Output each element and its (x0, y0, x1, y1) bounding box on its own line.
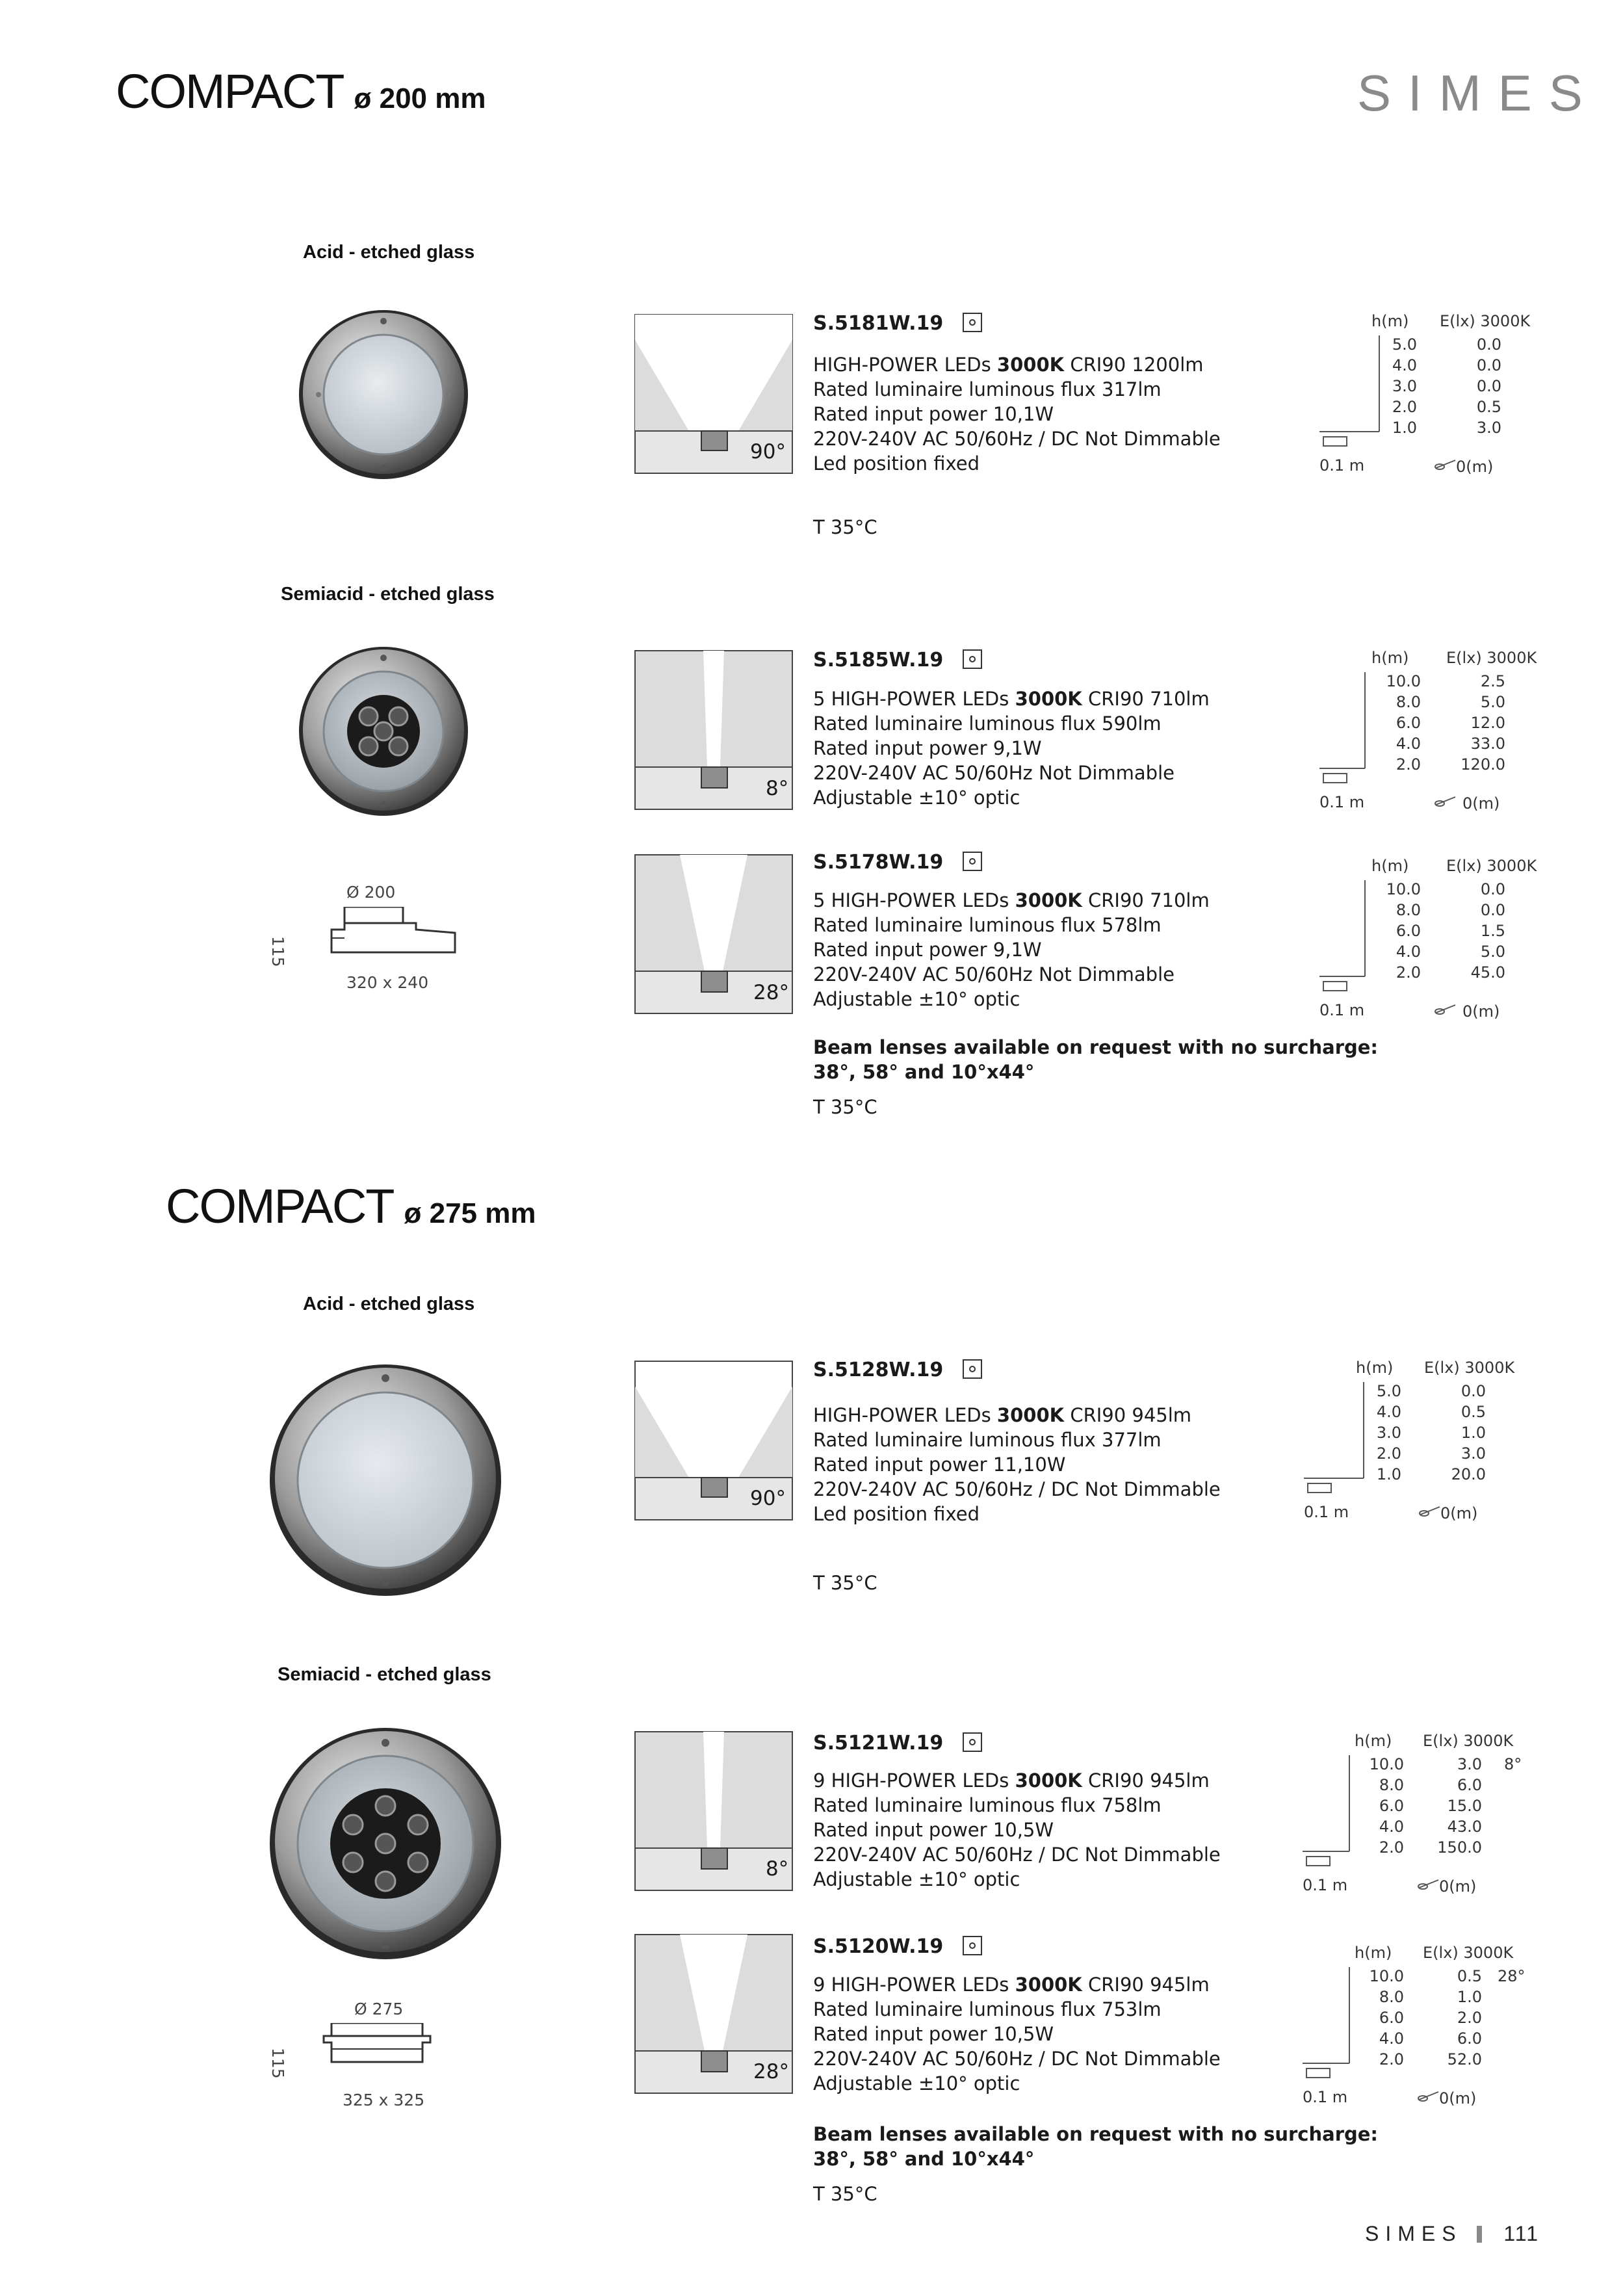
height-value: 2.0 (1379, 2050, 1404, 2068)
spec-flux: Rated luminaire luminous flux 758lm (813, 1794, 1162, 1816)
photometric-table-4 (1304, 1359, 1525, 1528)
spec-voltage: 220V-240V AC 50/60Hz / DC Not Dimmable (813, 1844, 1221, 1866)
photometric-header-e: E(lx) 3000K (1440, 312, 1531, 330)
height-value: 8.0 (1396, 901, 1421, 919)
dimension-diameter-200: Ø 200 (346, 883, 396, 902)
photometric-header-e: E(lx) 3000K (1424, 1359, 1515, 1377)
height-value: 1.0 (1376, 1465, 1401, 1483)
spec-flux: Rated luminaire luminous flux 377lm (813, 1429, 1162, 1451)
product-code-3 (813, 851, 982, 874)
page-number: 111 (1503, 2222, 1539, 2245)
product-code-text: S.5128W.19 (813, 1359, 944, 1381)
spec-optic: Adjustable ±10° optic (813, 1868, 1020, 1890)
ground-icon (1433, 1001, 1459, 1017)
illuminance-value: 0.0 (1461, 1382, 1486, 1400)
product-specs-3 (813, 888, 1210, 1011)
beam-lens-note-1 (813, 1035, 1378, 1084)
height-value: 5.0 (1392, 335, 1417, 354)
product-specs-6 (813, 1972, 1221, 2096)
illuminance-value: 120.0 (1461, 755, 1505, 774)
photometric-header-e: E(lx) 3000K (1446, 857, 1537, 875)
ground-icon (1418, 1503, 1444, 1519)
dimension-box-275: 325 x 325 (343, 2091, 425, 2109)
footer-brand: SIMES (1365, 2222, 1462, 2245)
height-value: 4.0 (1392, 356, 1417, 374)
dimension-drawing-200 (325, 907, 458, 972)
illuminance-value: 6.0 (1457, 2029, 1482, 2048)
illuminance-value: 0.0 (1480, 901, 1505, 919)
photometric-header-h: h(m) (1356, 1359, 1394, 1377)
photometric-table-5 (1303, 1732, 1543, 1901)
height-value: 10.0 (1386, 880, 1421, 898)
section-title-main: COMPACT (116, 64, 344, 118)
spec-voltage: 220V-240V AC 50/60Hz / DC Not Dimmable (813, 1478, 1221, 1500)
height-value: 6.0 (1379, 1797, 1404, 1815)
photometric-header-h: h(m) (1371, 857, 1409, 875)
illuminance-value: 1.0 (1461, 1424, 1486, 1442)
spec-voltage: 220V-240V AC 50/60Hz / DC Not Dimmable (813, 2048, 1221, 2070)
temperature-note-2: T 35°C (813, 1096, 877, 1118)
product-code-text: S.5121W.19 (813, 1732, 944, 1755)
product-code-6 (813, 1935, 982, 1958)
checkbox-icon (963, 1936, 982, 1955)
illuminance-value: 6.0 (1457, 1776, 1482, 1794)
beam-angle-label-5: 8° (766, 1857, 789, 1881)
spec-optic: Adjustable ±10° optic (813, 988, 1020, 1010)
photometric-table-3 (1319, 857, 1537, 1026)
ground-icon (1433, 793, 1459, 809)
beam-lens-note-line2: 38°, 58° and 10°x44° (813, 1061, 1035, 1083)
illuminance-value: 5.0 (1480, 943, 1505, 961)
distance-label: 0.1 m (1319, 793, 1365, 811)
illuminance-value: 0.0 (1480, 880, 1505, 898)
photometric-table-2 (1319, 649, 1537, 818)
section-title-200 (116, 64, 486, 119)
ground-icon (1433, 456, 1459, 472)
product-image-semiacid-200 (296, 644, 471, 819)
photometric-table-1 (1319, 312, 1534, 481)
spec-power: Rated input power 10,5W (813, 2023, 1054, 2045)
ground-icon (1416, 2088, 1442, 2104)
checkbox-icon (963, 649, 982, 669)
zero-label: 0(m) (1440, 1504, 1478, 1522)
spec-voltage: 220V-240V AC 50/60Hz Not Dimmable (813, 963, 1175, 985)
product-specs-1 (813, 352, 1221, 476)
photometric-header-e: E(lx) 3000K (1423, 1732, 1514, 1750)
spec-optic: Led position fixed (813, 1503, 980, 1525)
spec-flux: Rated luminaire luminous flux 753lm (813, 1998, 1162, 2020)
illuminance-value: 0.0 (1476, 356, 1501, 374)
spec-power: Rated input power 9,1W (813, 939, 1042, 961)
variant-label-acid: Acid - etched glass (303, 242, 475, 263)
footer (1365, 2222, 1539, 2246)
illuminance-value: 33.0 (1470, 735, 1505, 753)
photometric-header-e: E(lx) 3000K (1446, 649, 1537, 667)
illuminance-value: 0.0 (1476, 335, 1501, 354)
beam-angle-note: 28° (1498, 1967, 1526, 1985)
height-value: 8.0 (1379, 1776, 1404, 1794)
section-title-diameter: ø 275 mm (404, 1197, 536, 1229)
illuminance-value: 0.5 (1476, 398, 1501, 416)
illuminance-value: 1.0 (1457, 1988, 1482, 2006)
illuminance-value: 52.0 (1447, 2050, 1482, 2068)
illuminance-value: 3.0 (1476, 419, 1501, 437)
beam-lens-note-line1: Beam lenses available on request with no surcharge: (813, 1036, 1379, 1058)
photometric-header-h: h(m) (1371, 649, 1409, 667)
height-value: 2.0 (1379, 1838, 1404, 1857)
illuminance-value: 0.5 (1461, 1403, 1486, 1421)
illuminance-value: 45.0 (1470, 963, 1505, 982)
checkbox-icon (963, 1359, 982, 1379)
brand-logo: SIMES (1357, 64, 1600, 122)
zero-label: 0(m) (1462, 1002, 1500, 1021)
spec-power: Rated input power 9,1W (813, 737, 1042, 759)
product-code-text: S.5181W.19 (813, 312, 944, 335)
product-image-acid-200 (296, 307, 471, 482)
footer-divider (1477, 2226, 1482, 2243)
spec-leds: 9 HIGH-POWER LEDs 3000K CRI90 945lm (813, 1974, 1210, 1996)
spec-leds: 5 HIGH-POWER LEDs 3000K CRI90 710lm (813, 688, 1210, 710)
spec-power: Rated input power 10,5W (813, 1819, 1054, 1841)
illuminance-value: 5.0 (1480, 693, 1505, 711)
product-code-5 (813, 1732, 982, 1755)
illuminance-value: 43.0 (1447, 1818, 1482, 1836)
checkbox-icon (963, 313, 982, 332)
zero-label: 0(m) (1456, 458, 1494, 476)
photometric-header-h: h(m) (1371, 312, 1409, 330)
height-value: 4.0 (1396, 943, 1421, 961)
beam-angle-note: 8° (1504, 1755, 1522, 1773)
section-title-diameter: ø 200 mm (354, 83, 486, 114)
illuminance-value: 150.0 (1437, 1838, 1482, 1857)
spec-optic: Adjustable ±10° optic (813, 787, 1020, 809)
product-image-acid-275 (266, 1360, 504, 1600)
dimension-height-275: 115 (268, 2048, 287, 2079)
product-specs-4 (813, 1403, 1221, 1526)
height-value: 5.0 (1376, 1382, 1401, 1400)
dimension-drawing-275 (318, 2023, 435, 2084)
dimension-diameter-275: Ø 275 (354, 2000, 404, 2018)
product-code-2 (813, 649, 982, 672)
illuminance-value: 12.0 (1470, 714, 1505, 732)
beam-angle-label-6: 28° (753, 2060, 789, 2083)
height-value: 10.0 (1369, 1755, 1404, 1773)
zero-label: 0(m) (1462, 794, 1500, 813)
product-code-text: S.5120W.19 (813, 1935, 944, 1958)
beam-angle-label-1: 90° (750, 440, 786, 463)
spec-optic: Led position fixed (813, 452, 980, 475)
product-code-4 (813, 1359, 982, 1381)
photometric-header-e: E(lx) 3000K (1423, 1944, 1514, 1962)
zero-label: 0(m) (1439, 2089, 1477, 2107)
height-value: 2.0 (1396, 963, 1421, 982)
variant-label-semiacid: Semiacid - etched glass (281, 584, 495, 605)
checkbox-icon (963, 852, 982, 871)
variant-label-acid-275: Acid - etched glass (303, 1294, 475, 1314)
distance-label: 0.1 m (1303, 2088, 1348, 2106)
illuminance-value: 15.0 (1447, 1797, 1482, 1815)
spec-flux: Rated luminaire luminous flux 317lm (813, 378, 1162, 400)
beam-angle-label-3: 28° (753, 981, 789, 1004)
height-value: 4.0 (1379, 2029, 1404, 2048)
dimension-box-200: 320 x 240 (346, 973, 429, 992)
beam-lens-note-line1: Beam lenses available on request with no surcharge: (813, 2123, 1379, 2145)
spec-leds: 5 HIGH-POWER LEDs 3000K CRI90 710lm (813, 889, 1210, 911)
distance-label: 0.1 m (1303, 1876, 1348, 1894)
photometric-header-h: h(m) (1355, 1732, 1392, 1750)
product-specs-5 (813, 1768, 1221, 1892)
spec-leds: 9 HIGH-POWER LEDs 3000K CRI90 945lm (813, 1769, 1210, 1792)
distance-label: 0.1 m (1304, 1503, 1349, 1521)
spec-leds: HIGH-POWER LEDs 3000K CRI90 1200lm (813, 354, 1204, 376)
height-value: 6.0 (1396, 714, 1421, 732)
spec-optic: Adjustable ±10° optic (813, 2072, 1020, 2094)
beam-angle-label-2: 8° (766, 777, 789, 800)
product-code-1 (813, 312, 982, 335)
distance-label: 0.1 m (1319, 1001, 1365, 1019)
illuminance-value: 1.5 (1480, 922, 1505, 940)
height-value: 1.0 (1392, 419, 1417, 437)
variant-label-semiacid-275: Semiacid - etched glass (278, 1664, 491, 1685)
ground-icon (1416, 1876, 1442, 1892)
height-value: 2.0 (1396, 755, 1421, 774)
height-value: 4.0 (1396, 735, 1421, 753)
height-value: 3.0 (1392, 377, 1417, 395)
product-specs-2 (813, 686, 1210, 810)
product-code-text: S.5178W.19 (813, 851, 944, 874)
height-value: 10.0 (1386, 672, 1421, 690)
spec-power: Rated input power 10,1W (813, 403, 1054, 425)
beam-lens-note-2 (813, 2122, 1378, 2171)
spec-flux: Rated luminaire luminous flux 578lm (813, 914, 1162, 936)
illuminance-value: 0.5 (1457, 1967, 1482, 1985)
zero-label: 0(m) (1439, 1877, 1477, 1896)
checkbox-icon (963, 1732, 982, 1752)
spec-power: Rated input power 11,10W (813, 1454, 1066, 1476)
section-title-275 (166, 1179, 536, 1234)
beam-lens-note-line2: 38°, 58° and 10°x44° (813, 2148, 1035, 2170)
illuminance-value: 2.5 (1480, 672, 1505, 690)
illuminance-value: 2.0 (1457, 2009, 1482, 2027)
spec-leds: HIGH-POWER LEDs 3000K CRI90 945lm (813, 1404, 1192, 1426)
distance-label: 0.1 m (1319, 456, 1365, 475)
illuminance-value: 0.0 (1476, 377, 1501, 395)
spec-flux: Rated luminaire luminous flux 590lm (813, 712, 1162, 735)
beam-angle-label-4: 90° (750, 1487, 786, 1510)
height-value: 8.0 (1379, 1988, 1404, 2006)
height-value: 2.0 (1376, 1444, 1401, 1463)
temperature-note-4: T 35°C (813, 2183, 877, 2205)
illuminance-value: 3.0 (1457, 1755, 1482, 1773)
spec-voltage: 220V-240V AC 50/60Hz Not Dimmable (813, 762, 1175, 784)
product-image-semiacid-275 (266, 1725, 504, 1963)
dimension-height-200: 115 (268, 936, 287, 967)
photometric-table-6 (1303, 1944, 1543, 2113)
photometric-header-h: h(m) (1355, 1944, 1392, 1962)
height-value: 10.0 (1369, 1967, 1404, 1985)
temperature-note-1: T 35°C (813, 516, 877, 538)
illuminance-value: 3.0 (1461, 1444, 1486, 1463)
product-code-text: S.5185W.19 (813, 649, 944, 672)
height-value: 4.0 (1379, 1818, 1404, 1836)
temperature-note-3: T 35°C (813, 1572, 877, 1594)
height-value: 6.0 (1379, 2009, 1404, 2027)
height-value: 8.0 (1396, 693, 1421, 711)
height-value: 4.0 (1376, 1403, 1401, 1421)
height-value: 6.0 (1396, 922, 1421, 940)
height-value: 2.0 (1392, 398, 1417, 416)
height-value: 3.0 (1376, 1424, 1401, 1442)
spec-voltage: 220V-240V AC 50/60Hz / DC Not Dimmable (813, 428, 1221, 450)
illuminance-value: 20.0 (1451, 1465, 1486, 1483)
section-title-main: COMPACT (166, 1179, 394, 1233)
